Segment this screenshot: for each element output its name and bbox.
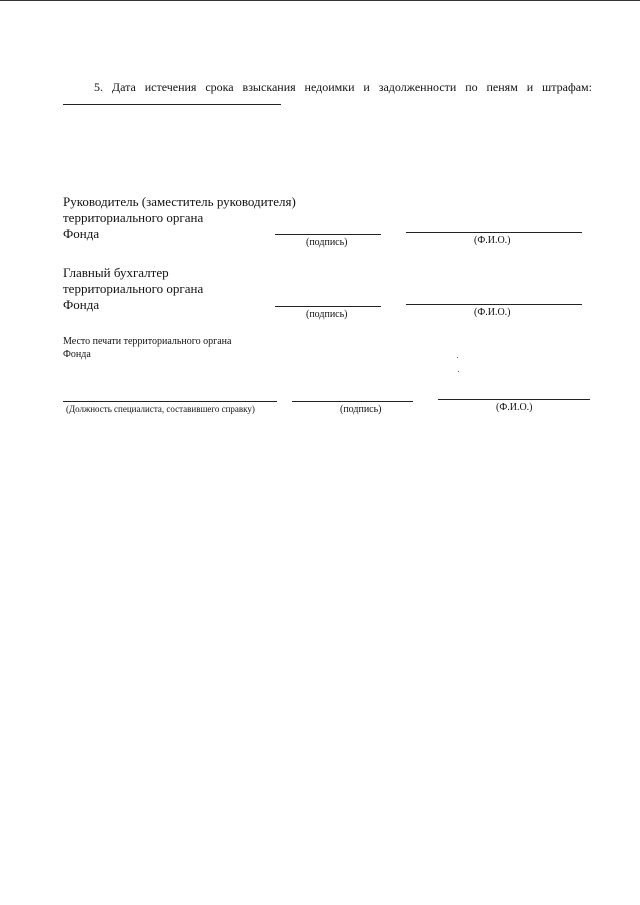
accountant-signature-line [275,306,381,307]
accountant-title-line-1: Главный бухгалтер [63,265,169,280]
specialist-name-caption: (Ф.И.О.) [496,402,533,413]
accountant-title-line-2: территориального органа [63,281,204,296]
specialist-position-caption: (Должность специалиста, составившего справку) [66,404,255,414]
head-title-line-2: территориального органа [63,210,204,225]
head-signature-line [275,234,381,235]
stamp-place-line-2: Фонда [63,349,91,360]
specialist-name-line [438,399,590,400]
accountant-name-caption: (Ф.И.О.) [474,307,511,318]
head-name-caption: (Ф.И.О.) [474,235,511,246]
specialist-signature-caption: (подпись) [340,404,382,415]
specialist-position-line [63,401,277,402]
head-title-line-3: Фонда [63,226,100,241]
accountant-signature-caption: (подпись) [306,309,348,320]
head-signature-caption: (подпись) [306,237,348,248]
item-5-answer-line [63,104,281,105]
item-5-text: 5. Дата истечения срока взыскания недоимки и задолженности по пеням и штрафам: [94,80,592,94]
page-top-border [0,0,640,1]
head-title-line-1: Руководитель (заместитель руководителя) [63,194,296,209]
accountant-title-line-3: Фонда [63,297,100,312]
accountant-name-line [406,304,582,305]
scan-speck [457,357,458,358]
scan-speck [458,371,459,372]
specialist-signature-line [292,401,413,402]
head-name-line [406,232,582,233]
stamp-place-line-1: Место печати территориального органа [63,336,232,347]
